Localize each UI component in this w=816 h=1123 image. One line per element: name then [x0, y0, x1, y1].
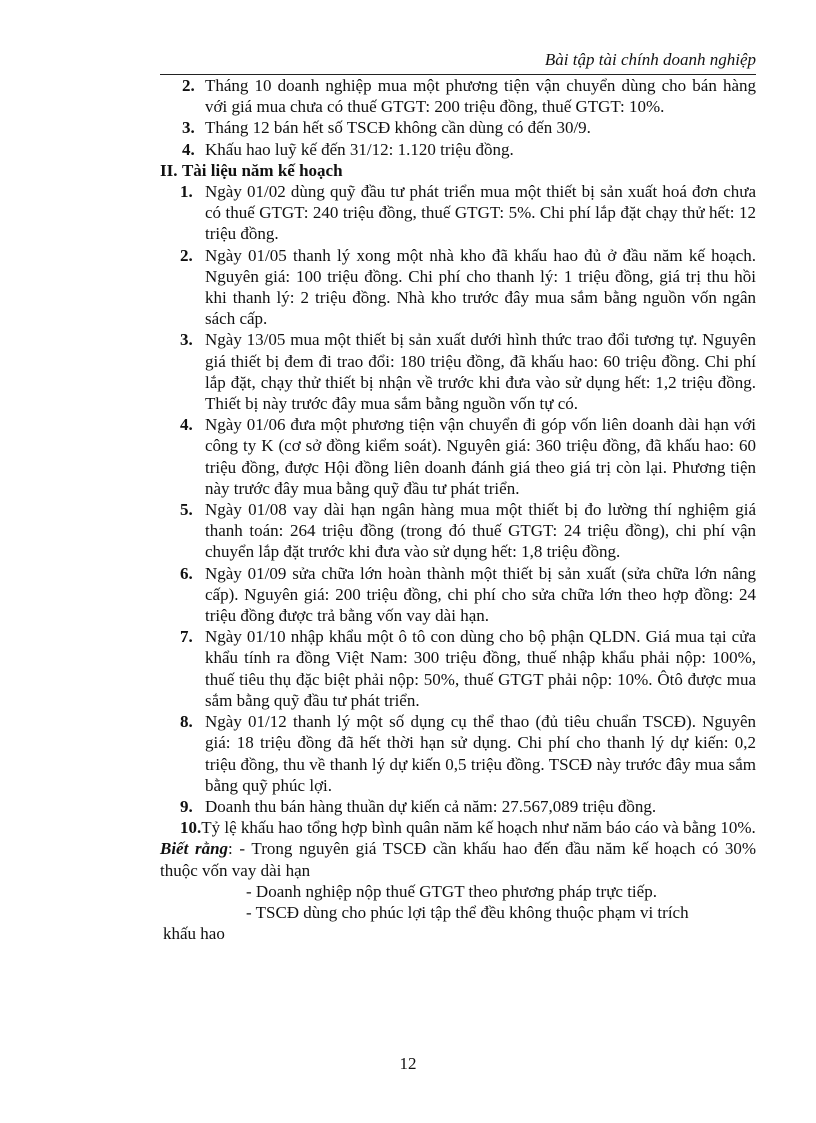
- note-label: Biết rằng: [160, 839, 229, 859]
- list-item: [160, 499, 756, 563]
- section-numeral: II.: [160, 160, 178, 180]
- item-text: Ngày 01/10 nhập khẩu một ô tô con dùng cho bộ phận QLDN. Giá mua tại cửa khẩu tính ra đồng Việt Nam: 300 triệu đồng, thuế nhập khẩu phải nộp: 100%, thuế tiêu thụ đặc biệt phải nộp: 50%, thuế GTGT phải nộp: 10%. Ôtô được mua sắm bằng quỹ đầu tư phát triển.: [205, 627, 756, 710]
- item-text: Tháng 12 bán hết số TSCĐ không cần dùng có đến 30/9.: [205, 118, 591, 138]
- list-item: [160, 117, 756, 138]
- note-first-line: [160, 838, 756, 880]
- list-item: [160, 139, 756, 160]
- header-title: Bài tập tài chính doanh nghiệp: [544, 50, 756, 69]
- item-number: 1.: [180, 182, 193, 202]
- item-number: 4.: [182, 139, 195, 159]
- item-number: 10.: [180, 818, 202, 838]
- item-number: 8.: [180, 712, 193, 732]
- section-heading: [160, 160, 756, 181]
- list-item: [160, 329, 756, 414]
- list-item: [160, 711, 756, 796]
- item-number: 9.: [180, 796, 193, 816]
- list-item: [160, 75, 756, 117]
- item-text: Tỷ lệ khấu hao tổng hợp bình quân năm kế hoạch như năm báo cáo và bằng 10%.: [201, 818, 756, 838]
- item-text: Tháng 10 doanh nghiệp mua một phương tiện vận chuyển dùng cho bán hàng với giá mua chưa có thuế GTGT: 200 triệu đồng, thuế GTGT: 10%.: [205, 76, 756, 117]
- item-number: 2.: [180, 245, 193, 265]
- item-number: 3.: [180, 330, 193, 350]
- document-body: [160, 75, 756, 944]
- item-text: Ngày 01/05 thanh lý xong một nhà kho đã khấu hao đủ ở đầu năm kế hoạch. Nguyên giá: 100 triệu đồng. Chi phí cho thanh lý: 1 triệu đồng, giá trị thu hồi khi thanh lý: 2 triệu đồng. Nhà kho trước đây mua sắm bằng nguồn vốn ngân sách cấp.: [205, 245, 756, 329]
- item-text: Doanh thu bán hàng thuần dự kiến cả năm: 27.567,089 triệu đồng.: [205, 796, 657, 816]
- list-item: [160, 245, 756, 330]
- item-text: Ngày 01/02 dùng quỹ đầu tư phát triển mua một thiết bị sản xuất hoá đơn chưa có thuế GTGT: 240 triệu đồng, thuế GTGT: 5%. Chi phí lắp đặt chạy thử hết: 12 triệu đồng.: [205, 182, 756, 244]
- item-text: Ngày 01/12 thanh lý một số dụng cụ thể thao (đủ tiêu chuẩn TSCĐ). Nguyên giá: 18 triệu đồng đã hết thời hạn sử dụng. Chi phí cho thanh lý dự kiến: 0,2 triệu đồng, thu về thanh lý dự kiến 0,5 triệu đồng. TSCĐ này trước đây mua sắm bằng quỹ phúc lợi.: [205, 712, 756, 795]
- item-text: Ngày 13/05 mua một thiết bị sản xuất dưới hình thức trao đổi tương tự. Nguyên giá thiết bị đem đi trao đổi: 180 triệu đồng, đã khấu hao: 60 triệu đồng. Chi phí lắp đặt, chạy thử thiết bị nhận về trước khi đưa vào sử dụng hết: 1,2 triệu đồng. Thiết bị này trước đây mua sắm bằng nguồn vốn tự có.: [205, 330, 756, 414]
- item-text: Ngày 01/06 đưa một phương tiện vận chuyển đi góp vốn liên doanh dài hạn với công ty K (cơ sở đồng kiểm soát). Nguyên giá: 360 triệu đồng, đã khấu hao: 60 triệu đồng, được Hội đồng liên doanh đánh giá theo giá trị còn lại. Phương tiện này trước đây mua bằng quỹ đầu tư phát triển.: [205, 415, 756, 498]
- item-text: Khấu hao luỹ kế đến 31/12: 1.120 triệu đồng.: [205, 139, 514, 159]
- item-number: 6.: [180, 563, 193, 583]
- list-item: [160, 796, 756, 817]
- section-title: Tài liệu năm kế hoạch: [181, 160, 343, 180]
- note-third-continuation: khấu hao: [163, 924, 225, 944]
- item-text: Ngày 01/08 vay dài hạn ngân hàng mua một thiết bị đo lường thí nghiệm giá thanh toán: 264 triệu đồng (trong đó thuế GTGT: 24 triệu đồng), chi phí vận chuyển lắp đặt trước khi đưa vào sử dụng hết: 1,8 triệu đồng.: [205, 500, 756, 562]
- item-number: 7.: [180, 627, 193, 647]
- note-second-line: - Doanh nghiệp nộp thuế GTGT theo phương pháp trực tiếp.: [246, 881, 657, 901]
- item-text: Ngày 01/09 sửa chữa lớn hoàn thành một thiết bị sản xuất (sửa chữa lớn nâng cấp). Nguyên giá: 200 triệu đồng, chi phí cho sửa chữa lớn theo hợp đồng: 24 triệu đồng được trả bằng vốn vay dài hạn.: [205, 563, 756, 626]
- item-number: 4.: [180, 415, 193, 435]
- list-item: [160, 563, 756, 627]
- note-third-line: - TSCĐ dùng cho phúc lợi tập thể đều không thuộc phạm vi trích: [246, 902, 689, 922]
- list-item: [160, 626, 756, 711]
- note-text: : - Trong nguyên giá TSCĐ cần khấu hao đến đầu năm kế hoạch có 30% thuộc vốn vay dài hạn: [160, 839, 756, 880]
- item-number: 3.: [182, 118, 195, 138]
- list-item: [160, 181, 756, 245]
- page-number: 12: [399, 1054, 417, 1073]
- item-number: 2.: [182, 76, 195, 95]
- page-header: [160, 50, 756, 72]
- list-item: [160, 817, 756, 838]
- list-item: [160, 414, 756, 499]
- item-number: 5.: [180, 500, 193, 520]
